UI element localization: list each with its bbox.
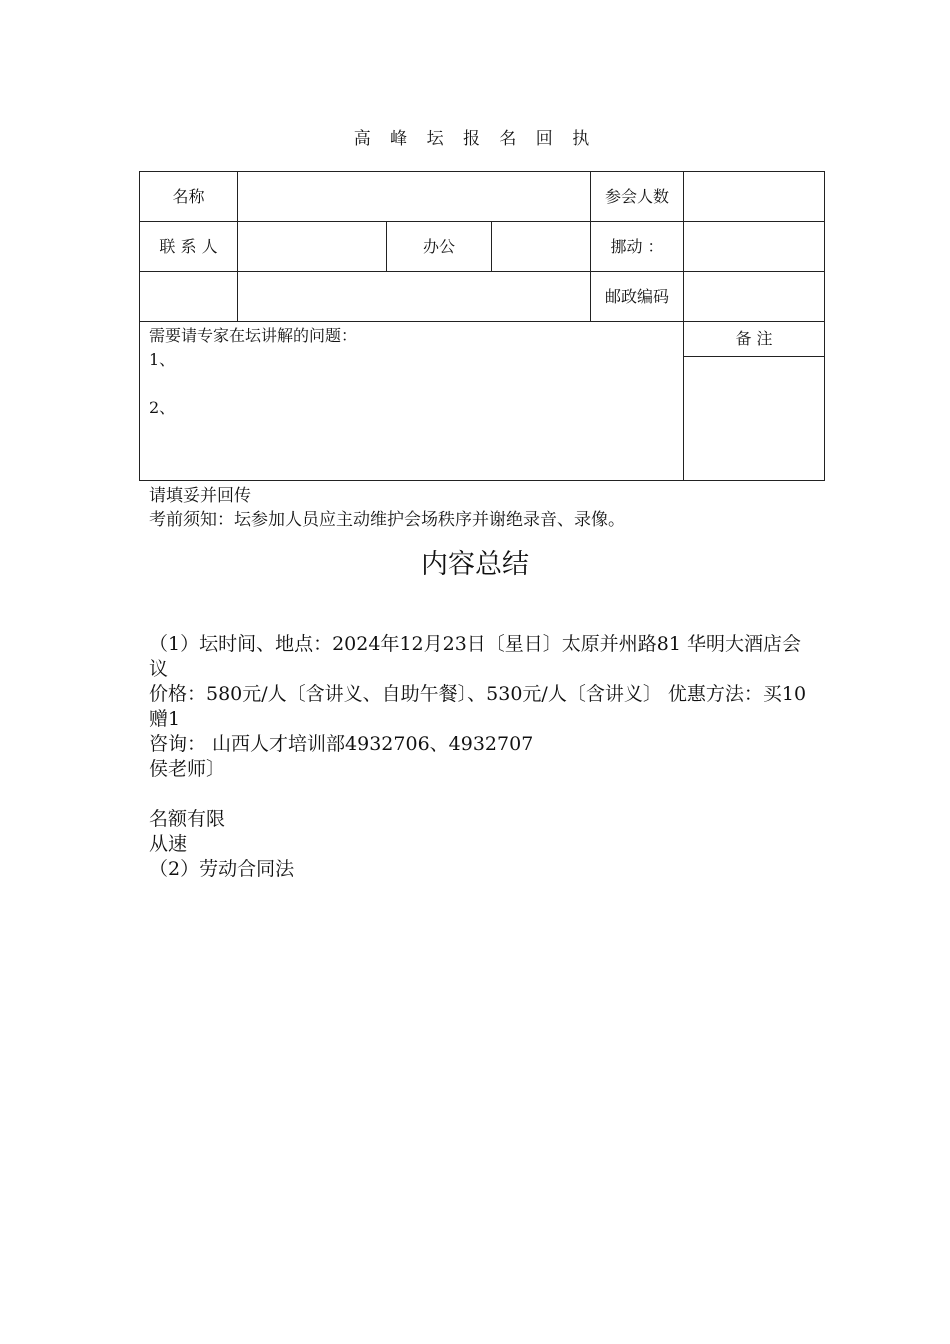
summary-line: （2）劳动合同法 <box>149 858 295 880</box>
office-label: 办公 <box>387 222 492 272</box>
attendees-field[interactable] <box>684 172 825 222</box>
contact-field[interactable] <box>238 222 387 272</box>
questions-cell[interactable] <box>140 322 684 481</box>
address-field[interactable] <box>238 272 591 322</box>
office-field[interactable] <box>492 222 591 272</box>
remarks-label: 备 注 <box>684 322 825 357</box>
summary-line: （1）坛时间、地点：2024年12月23日〔星日〕太原并州路81 华明大酒店会议 <box>149 633 802 680</box>
summary-title: 内容总结 <box>421 549 529 580</box>
summary-line: 侯老师〕 <box>149 758 226 780</box>
attendees-label: 参会人数 <box>591 172 684 222</box>
summary-content <box>149 632 809 882</box>
mobile-label: 挪动 ： <box>591 222 684 272</box>
question-2: 2、 <box>149 398 176 417</box>
summary-line: 名额有限 <box>149 808 226 830</box>
note-rules: 考前须知：坛参加人员应主动维护会场秩序并谢绝录音、录像。 <box>149 510 625 530</box>
postal-field[interactable] <box>684 272 825 322</box>
summary-line: 价格：580元/人〔含讲义、自助午餐〕、530元/人〔含讲义〕 优惠方法：买10赠1 <box>149 683 807 730</box>
form-title: 高 峰 坛 报 名 回 执 <box>353 129 597 149</box>
mobile-field[interactable] <box>684 222 825 272</box>
question-1: 1、 <box>149 350 176 369</box>
remarks-field[interactable] <box>684 357 825 481</box>
contact-label: 联 系 人 <box>140 222 238 272</box>
summary-line: 咨询： 山西人才培训部4932706、4932707 <box>149 733 534 755</box>
registration-form-table <box>139 171 825 481</box>
note-fill: 请填妥并回传 <box>149 486 251 506</box>
name-field[interactable] <box>238 172 591 222</box>
form-notes <box>149 484 625 532</box>
questions-heading: 需要请专家在坛讲解的问题： <box>149 326 358 345</box>
name-label: 名称 <box>140 172 238 222</box>
summary-line: 从速 <box>149 833 188 855</box>
address-label-blank <box>140 272 238 322</box>
postal-label: 邮政编码 <box>591 272 684 322</box>
summary-line-blank <box>149 782 809 807</box>
